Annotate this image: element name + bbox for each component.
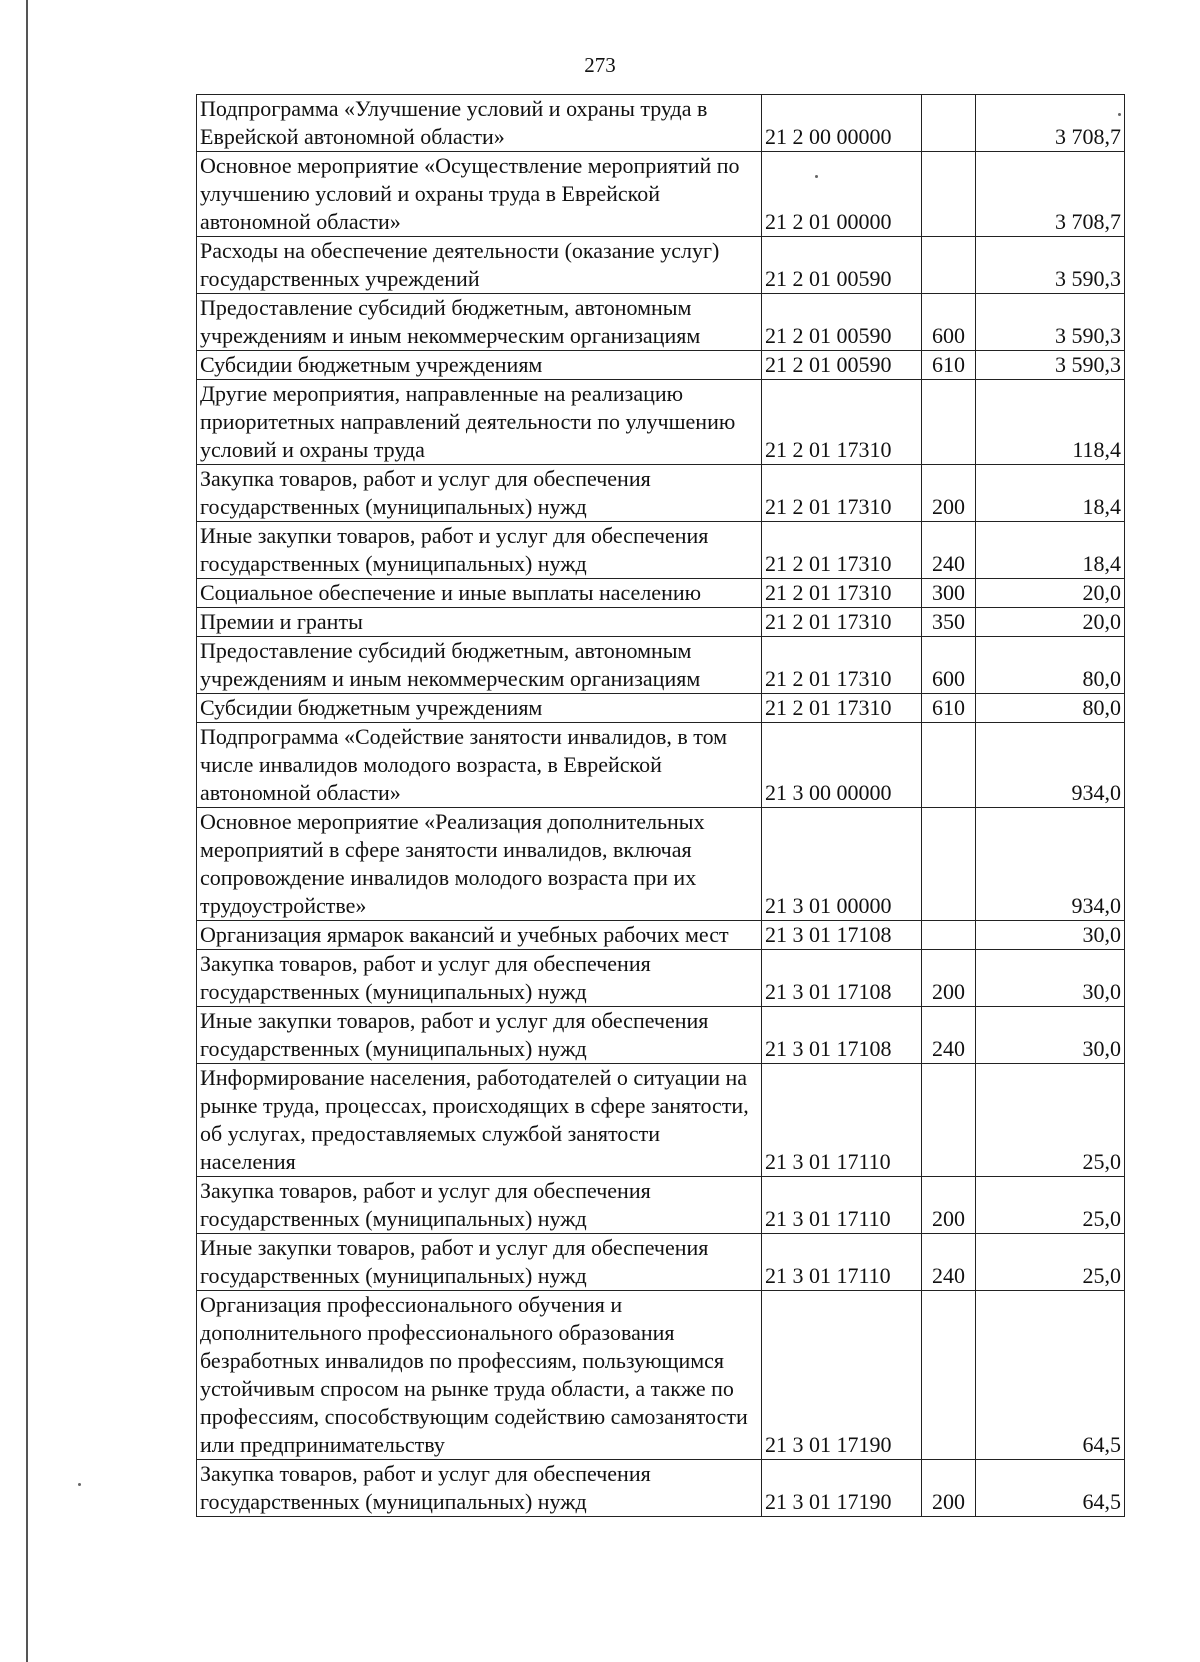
row-code: 21 2 01 00000 [762,152,922,237]
row-expense-type: 200 [922,950,976,1007]
table-row [197,950,1125,1007]
row-sum: 80,0 [976,637,1125,694]
table-row [197,694,1125,723]
row-sum: 18,4 [976,465,1125,522]
row-expense-type [922,921,976,950]
row-code: 21 3 01 17190 [762,1291,922,1460]
row-expense-type [922,237,976,294]
row-sum: 25,0 [976,1064,1125,1177]
row-expense-type: 200 [922,1177,976,1234]
row-expense-type [922,1064,976,1177]
table-row [197,608,1125,637]
row-sum: 3 590,3 [976,237,1125,294]
page-number: 273 [584,53,616,77]
row-sum: 30,0 [976,1007,1125,1064]
row-name: Информирование населения, работодателей о ситуации на рынке труда, процессах, происходящих в сфере занятости, об услугах, предоставляемых службой занятости населения [197,1064,762,1177]
row-expense-type [922,808,976,921]
row-expense-type: 300 [922,579,976,608]
row-name: Организация ярмарок вакансий и учебных рабочих мест [197,921,762,950]
table-row [197,1064,1125,1177]
row-code: 21 2 01 00590 [762,351,922,380]
row-expense-type [922,152,976,237]
row-name: Подпрограмма «Содействие занятости инвалидов, в том числе инвалидов молодого возраста, в Еврейской автономной области» [197,723,762,808]
table-row [197,1177,1125,1234]
row-expense-type: 610 [922,351,976,380]
row-code: 21 2 01 00590 [762,237,922,294]
row-sum: 118,4 [976,380,1125,465]
row-code: 21 2 01 17310 [762,465,922,522]
row-code: 21 2 01 17310 [762,637,922,694]
row-code: 21 3 01 17108 [762,1007,922,1064]
scan-speck [78,1483,81,1486]
row-code: 21 2 01 17310 [762,608,922,637]
row-name: Расходы на обеспечение деятельности (оказание услуг) государственных учреждений [197,237,762,294]
row-code: 21 2 01 17310 [762,694,922,723]
table-row [197,237,1125,294]
row-code: 21 3 01 00000 [762,808,922,921]
row-sum: 934,0 [976,723,1125,808]
row-expense-type [922,95,976,152]
row-sum: 80,0 [976,694,1125,723]
row-name: Премии и гранты [197,608,762,637]
table-row [197,1234,1125,1291]
row-name: Организация профессионального обучения и дополнительного профессионального образования безработных инвалидов по профессиям, пользующимся устойчивым спросом на рынке труда области, а также по профессиям, способствующим содействию самозанятости или предпринимательству [197,1291,762,1460]
row-expense-type [922,723,976,808]
table-row [197,1460,1125,1517]
table-row [197,294,1125,351]
row-code: 21 3 00 00000 [762,723,922,808]
table-row [197,637,1125,694]
row-sum: 25,0 [976,1234,1125,1291]
row-name: Субсидии бюджетным учреждениям [197,694,762,723]
row-name: Иные закупки товаров, работ и услуг для обеспечения государственных (муниципальных) нужд [197,1007,762,1064]
row-code: 21 3 01 17108 [762,921,922,950]
table-row [197,380,1125,465]
binding-margin-line [26,0,28,1662]
row-sum: 64,5 [976,1291,1125,1460]
row-code: 21 2 01 17310 [762,522,922,579]
table-row [197,1007,1125,1064]
row-expense-type [922,380,976,465]
row-code: 21 2 01 17310 [762,579,922,608]
row-name: Иные закупки товаров, работ и услуг для обеспечения государственных (муниципальных) нужд [197,1234,762,1291]
table-row [197,1291,1125,1460]
table-row [197,579,1125,608]
row-expense-type: 610 [922,694,976,723]
row-sum: 3 708,7 [976,152,1125,237]
row-code: 21 3 01 17110 [762,1234,922,1291]
row-name: Основное мероприятие «Реализация дополнительных мероприятий в сфере занятости инвалидов, включая сопровождение инвалидов молодого возраста при их трудоустройстве» [197,808,762,921]
row-name: Закупка товаров, работ и услуг для обеспечения государственных (муниципальных) нужд [197,950,762,1007]
row-expense-type: 240 [922,522,976,579]
row-name: Предоставление субсидий бюджетным, автономным учреждениям и иным некоммерческим организациям [197,637,762,694]
row-code: 21 3 01 17190 [762,1460,922,1517]
table-row [197,95,1125,152]
row-expense-type: 600 [922,294,976,351]
budget-table-body [197,95,1125,1517]
row-name: Социальное обеспечение и иные выплаты населению [197,579,762,608]
budget-table [196,94,1125,1517]
row-name: Субсидии бюджетным учреждениям [197,351,762,380]
row-name: Иные закупки товаров, работ и услуг для обеспечения государственных (муниципальных) нужд [197,522,762,579]
row-sum: 30,0 [976,950,1125,1007]
row-sum: 64,5 [976,1460,1125,1517]
row-expense-type: 600 [922,637,976,694]
row-name: Закупка товаров, работ и услуг для обеспечения государственных (муниципальных) нужд [197,465,762,522]
row-expense-type: 240 [922,1234,976,1291]
table-row [197,808,1125,921]
row-code: 21 3 01 17110 [762,1177,922,1234]
row-expense-type: 200 [922,1460,976,1517]
row-expense-type [922,1291,976,1460]
row-code: 21 3 01 17108 [762,950,922,1007]
row-sum: 25,0 [976,1177,1125,1234]
row-code: 21 2 01 17310 [762,380,922,465]
row-sum: 20,0 [976,608,1125,637]
row-name: Другие мероприятия, направленные на реализацию приоритетных направлений деятельности по улучшению условий и охраны труда [197,380,762,465]
row-expense-type: 200 [922,465,976,522]
table-row [197,522,1125,579]
row-name: Закупка товаров, работ и услуг для обеспечения государственных (муниципальных) нужд [197,1177,762,1234]
row-name: Предоставление субсидий бюджетным, автономным учреждениям и иным некоммерческим организациям [197,294,762,351]
table-row [197,465,1125,522]
row-sum: 934,0 [976,808,1125,921]
row-sum: 3 708,7 [976,95,1125,152]
row-sum: 20,0 [976,579,1125,608]
row-name: Основное мероприятие «Осуществление мероприятий по улучшению условий и охраны труда в Еврейской автономной области» [197,152,762,237]
row-expense-type: 350 [922,608,976,637]
row-expense-type: 240 [922,1007,976,1064]
row-code: 21 3 01 17110 [762,1064,922,1177]
row-sum: 18,4 [976,522,1125,579]
table-row [197,921,1125,950]
row-name: Закупка товаров, работ и услуг для обеспечения государственных (муниципальных) нужд [197,1460,762,1517]
row-sum: 3 590,3 [976,294,1125,351]
row-code: 21 2 00 00000 [762,95,922,152]
row-sum: 30,0 [976,921,1125,950]
table-row [197,152,1125,237]
table-row [197,351,1125,380]
row-sum: 3 590,3 [976,351,1125,380]
table-row [197,723,1125,808]
row-code: 21 2 01 00590 [762,294,922,351]
row-name: Подпрограмма «Улучшение условий и охраны труда в Еврейской автономной области» [197,95,762,152]
